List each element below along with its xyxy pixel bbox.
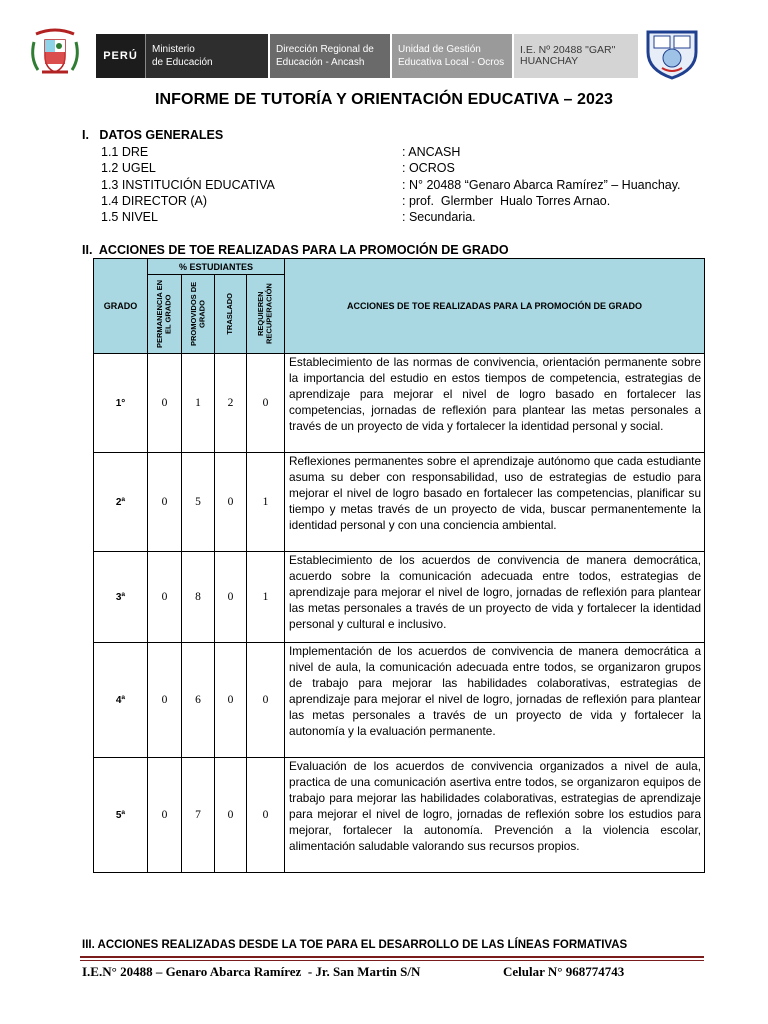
table-row (94, 758, 705, 873)
footer-divider (80, 956, 704, 958)
table-row (94, 552, 705, 643)
grade-cell: 2ª (94, 453, 148, 552)
data-row-dre: 1.1 DRE : ANCASH (101, 145, 461, 159)
data-row-ugel: 1.2 UGEL : OCROS (101, 161, 455, 176)
col-header-pct-estudiantes: % ESTUDIANTES (148, 259, 285, 275)
footer-divider-thin (80, 960, 704, 961)
section-lineas-formativas-heading: III. ACCIONES REALIZADAS DESDE LA TOE PARA EL DESARROLLO DE LAS LÍNEAS FORMATIVAS (82, 939, 628, 951)
banner-peru: PERÚ (96, 34, 146, 78)
col-header-permanencia: PERMANENCIA EN EL GRADO (148, 275, 182, 354)
recuperacion-cell: 0 (247, 643, 285, 758)
permanencia-cell: 0 (148, 643, 182, 758)
promotion-table (93, 258, 705, 873)
acciones-cell: Establecimiento de los acuerdos de convivencia de manera democrática, acuerdo sobre la comunicación adecuada entre todos, estrategias de aprendizaje para mejorar el nivel de logro, jornadas de reflexión para plantear las metas personales a través de un proyecto de vida y fortalecer la identidad personal y cultural e inclusivo. (285, 552, 705, 643)
traslado-cell: 0 (215, 552, 247, 643)
data-row-nivel: 1.5 NIVEL : Secundaria. (101, 210, 476, 225)
grade-cell: 3ª (94, 552, 148, 643)
grade-cell: 1° (94, 354, 148, 453)
datos-generales-list (101, 145, 721, 226)
traslado-cell: 0 (215, 643, 247, 758)
grade-cell: 5ª (94, 758, 148, 873)
section-acciones-heading: II. ACCIONES DE TOE REALIZADAS PARA LA PROMOCIÓN DE GRADO (82, 243, 509, 257)
recuperacion-cell: 0 (247, 758, 285, 873)
table-row (94, 643, 705, 758)
promovidos-cell: 5 (182, 453, 215, 552)
col-header-acciones: ACCIONES DE TOE REALIZADAS PARA LA PROMOCIÓN DE GRADO (285, 259, 705, 354)
promovidos-cell: 1 (182, 354, 215, 453)
col-header-recuperacion: REQUIEREN RECUPERACIÓN (247, 275, 285, 354)
col-header-grado: GRADO (94, 259, 148, 354)
institution-banner (96, 34, 638, 78)
acciones-cell: Implementación de los acuerdos de convivencia de manera democrática a nivel de aula, la comunicación adecuada entre todos, se organizaron grupos de trabajo para mejorar las habilidades colaborativas, estrategias de aprendizaje para mejorar el nivel de logro, jornadas de reflexión para plantear las metas personales a través de un proyecto de vida y fortalecer la autonomía y la evaluación permanente. (285, 643, 705, 758)
banner-ie: I.E. Nº 20488 "GAR" HUANCHAY (514, 34, 638, 78)
data-row-director: 1.4 DIRECTOR (A) : prof. Glermber Hualo Torres Arnao. (101, 193, 611, 208)
permanencia-cell: 0 (148, 552, 182, 643)
promovidos-cell: 8 (182, 552, 215, 643)
banner-ministerio: Ministerio de Educación (146, 34, 268, 78)
traslado-cell: 0 (215, 758, 247, 873)
peru-coat-of-arms-icon (28, 28, 82, 78)
section-datos-generales-heading: I. DATOS GENERALES (82, 128, 224, 142)
document-header (24, 28, 748, 82)
school-shield-icon (642, 28, 702, 80)
acciones-cell: Reflexiones permanentes sobre el aprendizaje autónomo que cada estudiante asuma su deber con responsabilidad, uso de estrategias de estudio para mejorar el nivel de logro basado en fortalecer las competencias, planificar su tiempo y metas través de un proyecto de vida, buscar permanentemente la identidad personal y con una conciencia ambiental. (285, 453, 705, 552)
recuperacion-cell: 1 (247, 552, 285, 643)
col-header-traslado: TRASLADO (215, 275, 247, 354)
promovidos-cell: 6 (182, 643, 215, 758)
recuperacion-cell: 1 (247, 453, 285, 552)
banner-dre: Dirección Regional de Educación - Ancash (270, 34, 390, 78)
traslado-cell: 2 (215, 354, 247, 453)
promovidos-cell: 7 (182, 758, 215, 873)
col-header-promovidos: PROMOVIDOS DE GRADO (182, 275, 215, 354)
table-row (94, 453, 705, 552)
permanencia-cell: 0 (148, 758, 182, 873)
grade-cell: 4ª (94, 643, 148, 758)
recuperacion-cell: 0 (247, 354, 285, 453)
traslado-cell: 0 (215, 453, 247, 552)
document-title: INFORME DE TUTORÍA Y ORIENTACIÓN EDUCATIVA – 2023 (154, 91, 613, 108)
acciones-cell: Establecimiento de las normas de convivencia, orientación permanente sobre la importancia del estudio en estos tiempos de competencia, estrategias de aprendizaje para mejorar el nivel de logro basado en fortalecer las competencias, jornadas de reflexión para plantear las metas personales a través de un proyecto de vida y fortalecer la identidad personal y social. (285, 354, 705, 453)
banner-ugel: Unidad de Gestión Educativa Local - Ocros (392, 34, 512, 78)
acciones-cell: Evaluación de los acuerdos de convivencia organizados a nivel de aula, practica de una comunicación asertiva entre todos, se organizaron equipos de trabajo para mejorar las habilidades colaborativas, estrategias de aprendizaje para mejorar el nivel de logro, jornadas de reflexión sobre los estudios para mejorar, fortalecer la autonomía. Prevención a la violencia escolar, alimentación saludable valorando sus recursos propios. (285, 758, 705, 873)
footer-phone: Celular N° 968774743 (503, 964, 625, 979)
data-row-institucion: 1.3 INSTITUCIÓN EDUCATIVA : N° 20488 “Genaro Abarca Ramírez” – Huanchay. (101, 177, 681, 192)
permanencia-cell: 0 (148, 354, 182, 453)
permanencia-cell: 0 (148, 453, 182, 552)
table-row (94, 354, 705, 453)
page-footer (82, 964, 625, 980)
footer-address: I.E.N° 20488 – Genaro Abarca Ramírez - Jr. San Martin S/N (82, 964, 421, 979)
